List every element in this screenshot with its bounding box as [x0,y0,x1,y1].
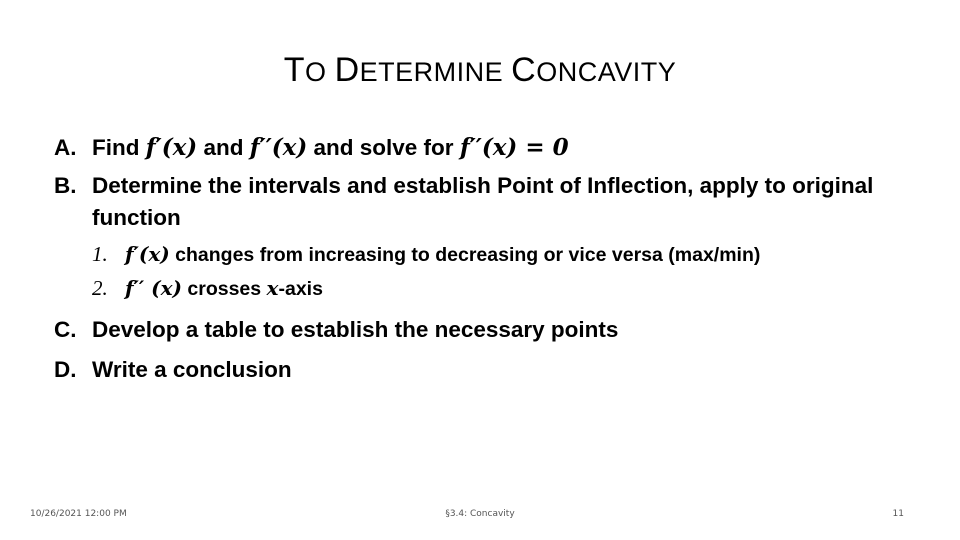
steps-list [54,128,884,386]
footer-date: 10/26/2021 12:00 PM [30,509,127,519]
step-text: Develop a table to establish the necessary points [92,317,619,342]
f-prime-expression: f′(x) [145,134,198,161]
title-part: T [283,51,306,89]
step-b [54,170,884,234]
slide-title [0,50,960,92]
step-marker: B. [54,173,77,198]
title-part: C [511,51,537,89]
step-marker: D. [54,357,77,382]
sub-description: changes from increasing to decreasing or vice versa (max/min) [175,244,761,266]
footer-section: §3.4: Concavity [445,509,515,519]
sub-marker: 1. [92,242,108,266]
f-double-prime-expression: f′′(x) [249,134,308,161]
equation-expression: f′′(x) = 0 [459,134,569,161]
x-variable: x [266,276,279,300]
title-part: ETERMINE [359,57,512,87]
f-double-prime-expression: f′′ (x) [125,276,182,300]
step-a-and: and [203,135,244,160]
step-c [54,314,884,346]
step-b-sublist [92,238,884,306]
sub-text [125,272,323,306]
step-text: Write a conclusion [92,357,292,382]
title-part: D [334,51,360,89]
sub-text [125,238,760,272]
step-a-find: Find [92,135,140,160]
step-d [54,354,884,386]
title-part: O [305,57,335,87]
step-a [54,132,884,164]
step-a-solve: and solve for [313,135,454,160]
step-text: Determine the intervals and establish Point of Inflection, apply to original function [92,173,874,230]
title-part: ONCAVITY [536,57,677,87]
f-prime-expression: f′(x) [125,242,170,266]
step-marker: C. [54,317,77,342]
sub-description-suffix: -axis [278,278,323,300]
sub-description: crosses [187,278,262,300]
step-marker: A. [54,135,77,160]
sub-item [92,238,884,272]
sub-item [92,272,884,306]
footer-page-number: 11 [892,509,904,519]
sub-marker: 2. [92,276,108,300]
step-text [92,132,884,164]
